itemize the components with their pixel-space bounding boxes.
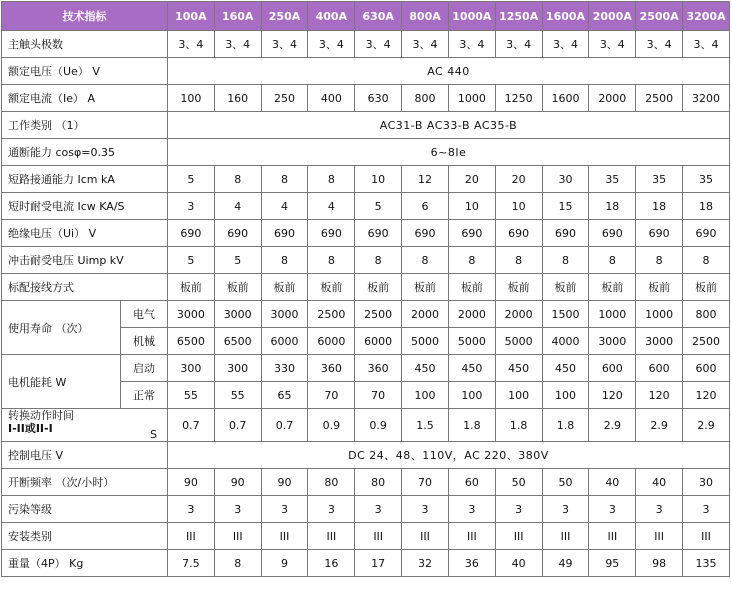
- table-cell: 360: [355, 355, 402, 382]
- spec-table-body: [2, 2, 730, 577]
- table-cell: 50: [542, 469, 589, 496]
- table-cell: 板前: [683, 274, 730, 301]
- table-row: [2, 112, 730, 139]
- table-cell: III: [683, 523, 730, 550]
- table-cell: 5000: [495, 328, 542, 355]
- switch-time-unit: S: [149, 428, 157, 441]
- table-cell: 60: [448, 469, 495, 496]
- table-row: [2, 220, 730, 247]
- table-cell: 板前: [542, 274, 589, 301]
- table-cell: III: [589, 523, 636, 550]
- table-cell: 0.7: [167, 409, 214, 442]
- table-cell: 4000: [542, 328, 589, 355]
- table-cell: 0.7: [261, 409, 308, 442]
- table-cell: 3、4: [542, 31, 589, 58]
- table-cell: 2.9: [589, 409, 636, 442]
- table-cell: 3: [683, 496, 730, 523]
- table-cell: 15: [542, 193, 589, 220]
- switch-time-label: [2, 409, 168, 442]
- table-row: [2, 58, 730, 85]
- table-cell: 3000: [589, 328, 636, 355]
- table-cell: 690: [261, 220, 308, 247]
- table-cell: 65: [261, 382, 308, 409]
- table-cell: 600: [589, 355, 636, 382]
- table-cell: 600: [683, 355, 730, 382]
- row-label: 污染等级: [2, 496, 168, 523]
- table-cell: 80: [308, 469, 355, 496]
- table-cell: 160: [214, 85, 261, 112]
- table-cell: 3、4: [636, 31, 683, 58]
- table-cell: 2.9: [683, 409, 730, 442]
- table-cell: 55: [214, 382, 261, 409]
- table-cell: 6500: [167, 328, 214, 355]
- header-rating: 1250A: [495, 2, 542, 31]
- table-cell: 120: [589, 382, 636, 409]
- table-cell: 800: [683, 301, 730, 328]
- table-cell: 8: [683, 247, 730, 274]
- table-cell: 4: [308, 193, 355, 220]
- table-cell: 5: [167, 166, 214, 193]
- table-cell: 120: [636, 382, 683, 409]
- table-cell: 300: [214, 355, 261, 382]
- table-cell: 18: [589, 193, 636, 220]
- table-cell: 49: [542, 550, 589, 577]
- table-cell: 35: [683, 166, 730, 193]
- group-label: 电机能耗 W: [2, 355, 121, 409]
- header-rating: 3200A: [683, 2, 730, 31]
- table-cell: 3、4: [261, 31, 308, 58]
- table-cell: 4: [261, 193, 308, 220]
- table-cell: III: [167, 523, 214, 550]
- table-cell: 1000: [589, 301, 636, 328]
- table-cell: 6000: [308, 328, 355, 355]
- table-row: [2, 166, 730, 193]
- table-cell: 690: [167, 220, 214, 247]
- table-cell: III: [448, 523, 495, 550]
- switch-time-line2: I-II或II-I: [8, 422, 53, 435]
- table-cell: 3: [589, 496, 636, 523]
- table-cell: 36: [448, 550, 495, 577]
- table-row: [2, 442, 730, 469]
- table-cell: 1500: [542, 301, 589, 328]
- header-rating: 100A: [167, 2, 214, 31]
- table-cell: 90: [261, 469, 308, 496]
- table-cell: 35: [589, 166, 636, 193]
- table-cell: 板前: [495, 274, 542, 301]
- table-cell: 3: [167, 496, 214, 523]
- table-row: [2, 523, 730, 550]
- table-cell: 板前: [214, 274, 261, 301]
- table-cell: 40: [636, 469, 683, 496]
- table-cell: 1000: [448, 85, 495, 112]
- row-label: 开断频率 （次/小时）: [2, 469, 168, 496]
- table-cell: 3、4: [495, 31, 542, 58]
- table-cell: 120: [683, 382, 730, 409]
- sub-label: 启动: [121, 355, 168, 382]
- row-span-value: AC31-B AC33-B AC35-B: [167, 112, 729, 139]
- table-cell: 250: [261, 85, 308, 112]
- table-cell: 95: [589, 550, 636, 577]
- table-cell: 3: [402, 496, 449, 523]
- table-cell: 3: [355, 496, 402, 523]
- header-rating: 630A: [355, 2, 402, 31]
- table-cell: 3: [448, 496, 495, 523]
- table-row: [2, 139, 730, 166]
- table-cell: 5: [167, 247, 214, 274]
- table-cell: 3、4: [589, 31, 636, 58]
- table-cell: 10: [355, 166, 402, 193]
- table-cell: 8: [495, 247, 542, 274]
- table-cell: 630: [355, 85, 402, 112]
- table-row: [2, 355, 730, 382]
- table-cell: III: [542, 523, 589, 550]
- table-cell: 8: [214, 550, 261, 577]
- table-row: [2, 496, 730, 523]
- table-row: [2, 550, 730, 577]
- table-cell: III: [636, 523, 683, 550]
- header-row: [2, 2, 730, 31]
- header-rating: 800A: [402, 2, 449, 31]
- table-cell: 0.9: [308, 409, 355, 442]
- table-cell: 70: [402, 469, 449, 496]
- row-label: 短路接通能力 Icm kA: [2, 166, 168, 193]
- row-label: 额定电压（Ue） V: [2, 58, 168, 85]
- table-cell: 690: [402, 220, 449, 247]
- table-cell: 3000: [167, 301, 214, 328]
- table-cell: 板前: [167, 274, 214, 301]
- row-label: 主触头极数: [2, 31, 168, 58]
- sub-label: 正常: [121, 382, 168, 409]
- table-cell: 3000: [636, 328, 683, 355]
- table-cell: 2000: [495, 301, 542, 328]
- table-cell: 600: [636, 355, 683, 382]
- header-rating: 250A: [261, 2, 308, 31]
- table-cell: 6000: [261, 328, 308, 355]
- table-cell: 30: [683, 469, 730, 496]
- header-rating: 2000A: [589, 2, 636, 31]
- table-cell: 100: [542, 382, 589, 409]
- table-cell: 3、4: [214, 31, 261, 58]
- table-cell: 8: [636, 247, 683, 274]
- table-cell: 5: [355, 193, 402, 220]
- table-cell: 8: [355, 247, 402, 274]
- table-cell: 8: [402, 247, 449, 274]
- row-label: 重量（4P） Kg: [2, 550, 168, 577]
- row-label: 安装类别: [2, 523, 168, 550]
- table-cell: 6000: [355, 328, 402, 355]
- table-cell: 2000: [589, 85, 636, 112]
- row-label: 绝缘电压（Ui） V: [2, 220, 168, 247]
- table-cell: 5000: [402, 328, 449, 355]
- table-cell: 3000: [214, 301, 261, 328]
- table-cell: 55: [167, 382, 214, 409]
- row-label: 冲击耐受电压 Uimp kV: [2, 247, 168, 274]
- header-rating: 400A: [308, 2, 355, 31]
- table-cell: 3: [495, 496, 542, 523]
- table-cell: 3、4: [167, 31, 214, 58]
- table-cell: 1000: [636, 301, 683, 328]
- table-cell: 1600: [542, 85, 589, 112]
- table-cell: 3: [636, 496, 683, 523]
- table-cell: 5000: [448, 328, 495, 355]
- table-cell: 690: [542, 220, 589, 247]
- table-cell: 70: [355, 382, 402, 409]
- table-cell: 1.8: [495, 409, 542, 442]
- table-cell: 0.7: [214, 409, 261, 442]
- table-row: [2, 274, 730, 301]
- table-cell: 98: [636, 550, 683, 577]
- table-cell: 35: [636, 166, 683, 193]
- table-row: [2, 193, 730, 220]
- table-cell: III: [261, 523, 308, 550]
- table-cell: 板前: [448, 274, 495, 301]
- table-row: [2, 85, 730, 112]
- row-label: 工作类别 （1）: [2, 112, 168, 139]
- table-cell: 3: [214, 496, 261, 523]
- table-cell: III: [355, 523, 402, 550]
- header-title: 技术指标: [2, 2, 168, 31]
- table-cell: 2500: [683, 328, 730, 355]
- table-cell: 8: [542, 247, 589, 274]
- table-cell: 3: [308, 496, 355, 523]
- table-cell: 8: [214, 166, 261, 193]
- table-row: [2, 469, 730, 496]
- table-cell: 800: [402, 85, 449, 112]
- table-cell: 板前: [589, 274, 636, 301]
- table-cell: 40: [589, 469, 636, 496]
- table-row: [2, 31, 730, 58]
- table-cell: 690: [214, 220, 261, 247]
- header-rating: 160A: [214, 2, 261, 31]
- table-row: [2, 409, 730, 442]
- table-cell: 板前: [308, 274, 355, 301]
- table-cell: 2500: [308, 301, 355, 328]
- table-cell: 6500: [214, 328, 261, 355]
- table-cell: 2000: [402, 301, 449, 328]
- table-cell: 690: [683, 220, 730, 247]
- header-rating: 2500A: [636, 2, 683, 31]
- table-cell: 690: [495, 220, 542, 247]
- table-cell: III: [308, 523, 355, 550]
- table-cell: 100: [167, 85, 214, 112]
- table-cell: 8: [448, 247, 495, 274]
- table-cell: 20: [448, 166, 495, 193]
- table-cell: 3: [542, 496, 589, 523]
- table-cell: 450: [495, 355, 542, 382]
- table-cell: 1.8: [448, 409, 495, 442]
- table-cell: 8: [589, 247, 636, 274]
- header-rating: 1600A: [542, 2, 589, 31]
- table-cell: 16: [308, 550, 355, 577]
- table-cell: 8: [261, 166, 308, 193]
- table-cell: 2000: [448, 301, 495, 328]
- table-cell: 135: [683, 550, 730, 577]
- table-cell: 690: [589, 220, 636, 247]
- table-cell: 板前: [261, 274, 308, 301]
- table-cell: III: [214, 523, 261, 550]
- table-cell: 3200: [683, 85, 730, 112]
- table-cell: III: [495, 523, 542, 550]
- table-cell: 3: [261, 496, 308, 523]
- table-cell: 10: [495, 193, 542, 220]
- table-cell: 50: [495, 469, 542, 496]
- table-cell: 1.5: [402, 409, 449, 442]
- row-label: 标配接线方式: [2, 274, 168, 301]
- row-label: 控制电压 V: [2, 442, 168, 469]
- table-cell: 3、4: [402, 31, 449, 58]
- row-span-value: DC 24、48、110V，AC 220、380V: [167, 442, 729, 469]
- table-cell: 100: [402, 382, 449, 409]
- table-cell: 18: [683, 193, 730, 220]
- table-cell: III: [402, 523, 449, 550]
- table-cell: 690: [355, 220, 402, 247]
- table-cell: 2500: [355, 301, 402, 328]
- table-cell: 450: [448, 355, 495, 382]
- table-cell: 100: [495, 382, 542, 409]
- table-cell: 690: [308, 220, 355, 247]
- table-cell: 1.8: [542, 409, 589, 442]
- table-cell: 10: [448, 193, 495, 220]
- row-label: 通断能力 cosφ=0.35: [2, 139, 168, 166]
- table-cell: 360: [308, 355, 355, 382]
- table-cell: 7.5: [167, 550, 214, 577]
- table-cell: 1250: [495, 85, 542, 112]
- spec-table: [1, 1, 730, 577]
- sub-label: 机械: [121, 328, 168, 355]
- table-cell: 100: [448, 382, 495, 409]
- table-cell: 17: [355, 550, 402, 577]
- table-cell: 3、4: [308, 31, 355, 58]
- table-cell: 12: [402, 166, 449, 193]
- table-cell: 板前: [636, 274, 683, 301]
- table-cell: 400: [308, 85, 355, 112]
- table-cell: 3: [167, 193, 214, 220]
- row-span-value: AC 440: [167, 58, 729, 85]
- table-cell: 300: [167, 355, 214, 382]
- table-cell: 2.9: [636, 409, 683, 442]
- row-label: 额定电流（Ie） A: [2, 85, 168, 112]
- table-cell: 70: [308, 382, 355, 409]
- switch-time-line1: 转换动作时间: [8, 409, 74, 422]
- table-cell: 2500: [636, 85, 683, 112]
- sub-label: 电气: [121, 301, 168, 328]
- header-rating: 1000A: [448, 2, 495, 31]
- table-cell: 5: [214, 247, 261, 274]
- table-cell: 80: [355, 469, 402, 496]
- table-cell: 9: [261, 550, 308, 577]
- table-cell: 20: [495, 166, 542, 193]
- table-cell: 3、4: [448, 31, 495, 58]
- table-cell: 板前: [402, 274, 449, 301]
- row-label: 短时耐受电流 Icw KA/S: [2, 193, 168, 220]
- table-cell: 3、4: [355, 31, 402, 58]
- table-cell: 30: [542, 166, 589, 193]
- table-row: [2, 301, 730, 328]
- table-cell: 90: [214, 469, 261, 496]
- table-cell: 40: [495, 550, 542, 577]
- table-cell: 690: [636, 220, 683, 247]
- table-cell: 8: [261, 247, 308, 274]
- table-cell: 450: [542, 355, 589, 382]
- table-cell: 板前: [355, 274, 402, 301]
- table-cell: 8: [308, 166, 355, 193]
- table-cell: 18: [636, 193, 683, 220]
- table-cell: 90: [167, 469, 214, 496]
- group-label: 使用寿命 （次）: [2, 301, 121, 355]
- table-cell: 4: [214, 193, 261, 220]
- table-cell: 32: [402, 550, 449, 577]
- table-cell: 690: [448, 220, 495, 247]
- table-row: [2, 247, 730, 274]
- table-cell: 3、4: [683, 31, 730, 58]
- table-cell: 6: [402, 193, 449, 220]
- row-span-value: 6~8Ie: [167, 139, 729, 166]
- table-cell: 450: [402, 355, 449, 382]
- table-cell: 3000: [261, 301, 308, 328]
- table-cell: 0.9: [355, 409, 402, 442]
- table-cell: 8: [308, 247, 355, 274]
- table-cell: 330: [261, 355, 308, 382]
